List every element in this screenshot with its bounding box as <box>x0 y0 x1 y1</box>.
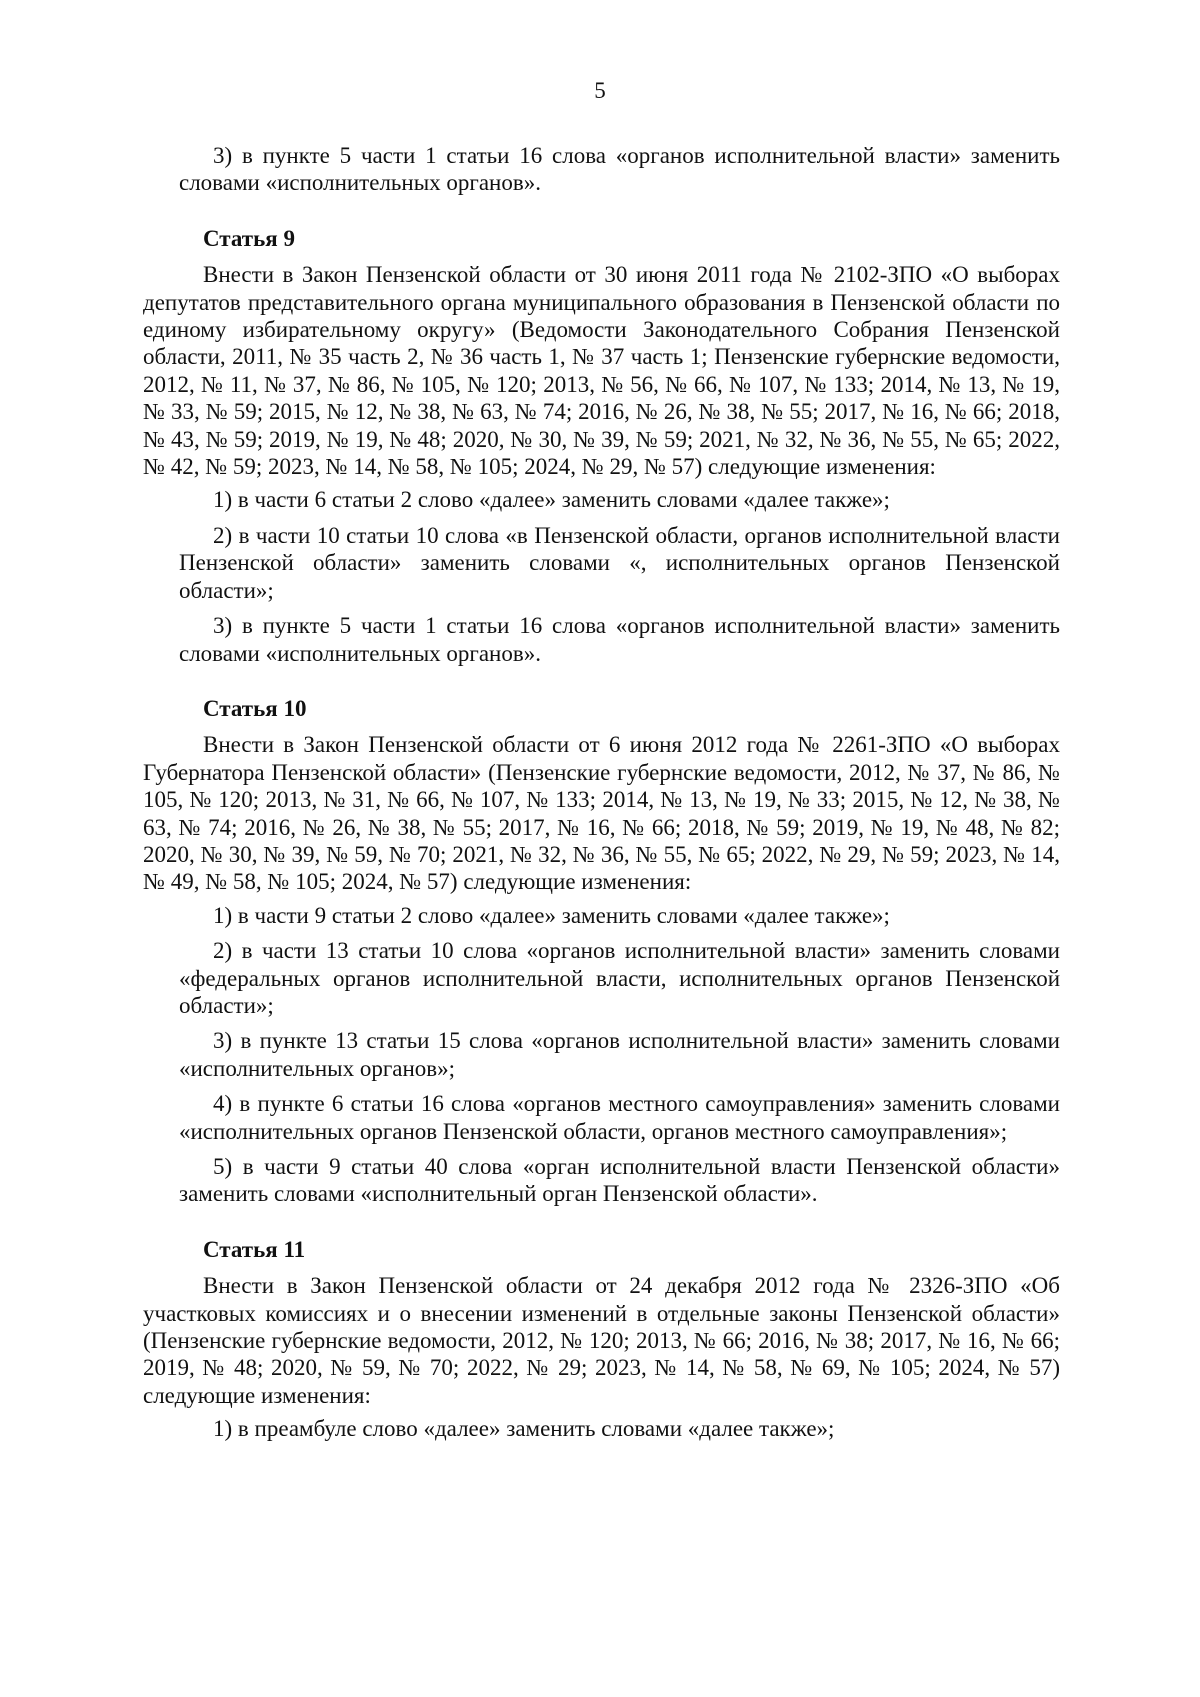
list-item: 1) в преамбуле слово «далее» заменить словами «далее также»; <box>213 1416 835 1442</box>
list-item: 3) в пункте 13 статьи 15 слова «органов исполнительной власти» заменить словами «исполнительных органов»; <box>179 1028 1060 1081</box>
list-item: 3) в пункте 5 части 1 статьи 16 слова «органов исполнительной власти» заменить словами «исполнительных органов». <box>179 613 1060 666</box>
article-body: Внести в Закон Пензенской области от 24 декабря 2012 года № 2326-ЗПО «Об участковых комиссиях и о внесении изменений в отдельные законы Пензенской области» (Пензенские губернские ведомости, 2012, № 120; 2013, № 66; 2016, № 38; 2017, № 16, № 66; 2019, № 48; 2020, № 59, № 70; 2022, № 29; 2023, № 14, № 58, № 69, № 105; 2024, № 57) следующие изменения: <box>143 1273 1060 1408</box>
article-heading: Статья 10 <box>203 695 307 721</box>
list-item: 2) в части 10 статьи 10 слова «в Пензенской области, органов исполнительной власти Пензенской области» заменить словами «, исполнительных органов Пензенской области»; <box>179 522 1060 603</box>
document-content <box>143 142 1060 1443</box>
list-item: 4) в пункте 6 статьи 16 слова «органов местного самоуправления» заменить словами «исполнительных органов Пензенской области, органов местного самоуправления»; <box>179 1091 1060 1144</box>
article-heading: Статья 11 <box>203 1236 306 1262</box>
list-item: 1) в части 9 статьи 2 слово «далее» заменить словами «далее также»; <box>213 902 890 928</box>
article-body: Внести в Закон Пензенской области от 30 июня 2011 года № 2102-ЗПО «О выборах депутатов представительного органа муниципального образования в Пензенской области по единому избирательному округу» (Ведомости Законодательного Собрания Пензенской области, 2011, № 35 часть 2, № 36 часть 1, № 37 часть 1; Пензенские губернские ведомости, 2012, № 11, № 37, № 86, № 105, № 120; 2013, № 56, № 66, № 107, № 133; 2014, № 13, № 19, № 33, № 59; 2015, № 12, № 38, № 63, № 74; 2016, № 26, № 38, № 55; 2017, № 16, № 66; 2018, № 43, № 59; 2019, № 19, № 48; 2020, № 30, № 39, № 59; 2021, № 32, № 36, № 55, № 65; 2022, № 42, № 59; 2023, № 14, № 58, № 105; 2024, № 29, № 57) следующие изменения: <box>143 262 1060 480</box>
article-heading: Статья 9 <box>203 225 295 251</box>
page-number: 5 <box>594 78 606 103</box>
article-body: Внести в Закон Пензенской области от 6 июня 2012 года № 2261-ЗПО «О выборах Губернатора Пензенской области» (Пензенские губернские ведомости, 2012, № 37, № 86, № 105, № 120; 2013, № 31, № 66, № 107, № 133; 2014, № 13, № 19, № 33; 2015, № 12, № 38, № 63, № 74; 2016, № 26, № 38, № 55; 2017, № 16, № 66; 2018, № 59; 2019, № 19, № 48, № 82; 2020, № 30, № 39, № 59, № 70; 2021, № 32, № 36, № 55, № 65; 2022, № 29, № 59; 2023, № 14, № 49, № 58, № 105; 2024, № 57) следующие изменения: <box>143 732 1060 895</box>
list-item: 5) в части 9 статьи 40 слова «орган исполнительной власти Пензенской области» заменить словами «исполнительный орган Пензенской области». <box>179 1154 1060 1207</box>
list-item: 1) в части 6 статьи 2 слово «далее» заменить словами «далее также»; <box>213 487 890 513</box>
list-item: 2) в части 13 статьи 10 слова «органов исполнительной власти» заменить словами «федеральных органов исполнительной власти, исполнительных органов Пензенской области»; <box>179 938 1060 1018</box>
list-item: 3) в пункте 5 части 1 статьи 16 слова «органов исполнительной власти» заменить словами «исполнительных органов». <box>179 143 1060 196</box>
